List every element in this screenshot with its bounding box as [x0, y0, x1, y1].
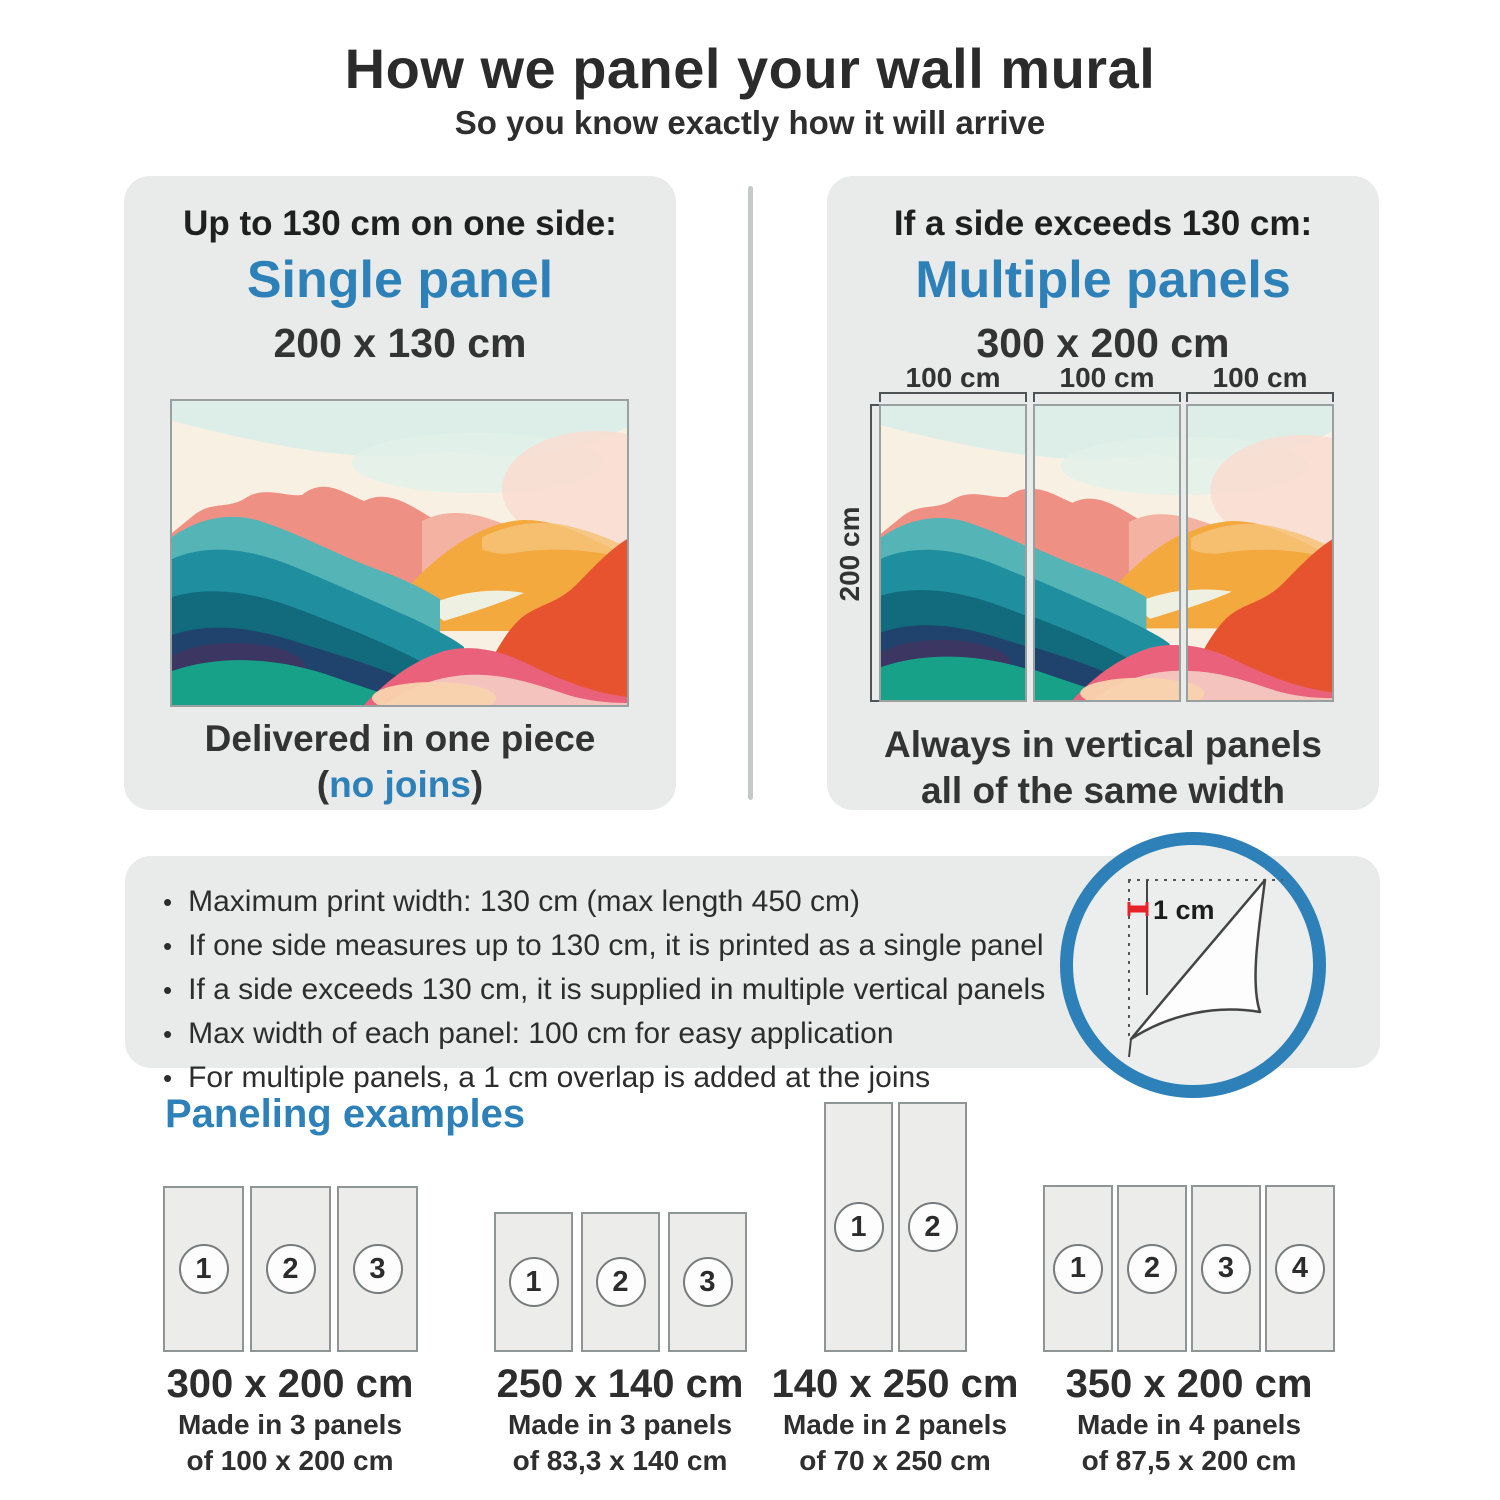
panel-number-badge: 2 [266, 1244, 316, 1294]
bullet-dot: • [163, 1019, 173, 1049]
single-panel-size: 200 x 130 cm [273, 320, 527, 366]
example-panel [250, 1186, 331, 1352]
mural-preview-single [170, 399, 629, 707]
bullet-dot: • [163, 1063, 173, 1093]
multiple-panels-heading: Multiple panels [915, 251, 1291, 309]
rule-item: • For multiple panels, a 1 cm overlap is added at the joins [163, 1056, 1380, 1100]
panel-number-badge: 3 [683, 1257, 733, 1307]
card-divider [748, 186, 753, 800]
caption-no-joins: (no joins) [316, 764, 484, 805]
caption-delivered: Delivered in one piece [204, 718, 596, 759]
example-300x200-label: 300 x 200 cm Made in 3 panels of 100 x 200 cm [166, 1362, 414, 1476]
multiple-panels-caption: Always in vertical panels all of the same width [883, 724, 1323, 811]
mural-artwork-slice-1 [881, 406, 1025, 700]
paneling-examples-heading: Paneling examples [165, 1092, 526, 1136]
rule-item: • If one side measures up to 130 cm, it is printed as a single panel [163, 924, 1380, 968]
overlap-page-curl-icon [1073, 845, 1313, 1085]
panel-number-badge: 1 [1053, 1244, 1103, 1294]
example-panel [898, 1102, 967, 1352]
example-panel [824, 1102, 893, 1352]
mural-panel-2 [1033, 404, 1181, 702]
example-panel [1043, 1185, 1113, 1352]
example-panel [337, 1186, 418, 1352]
page-subtitle: So you know exactly how it will arrive [454, 104, 1046, 141]
panel-number-badge: 4 [1275, 1244, 1325, 1294]
example-350x200-label: 350 x 200 cm Made in 4 panels of 87,5 x 200 cm [1065, 1362, 1313, 1476]
example-140x250-label: 140 x 250 cm Made in 2 panels of 70 x 250 cm [771, 1362, 1019, 1476]
page-title: How we panel your wall mural [344, 37, 1156, 100]
bullet-dot: • [163, 931, 173, 961]
example-300x200-panels [163, 1186, 418, 1352]
panel-number-badge: 1 [509, 1257, 559, 1307]
width-bracket-3 [1186, 392, 1334, 401]
example-250x140-panels [494, 1212, 747, 1352]
width-bracket-1 [879, 392, 1027, 401]
bullet-dot: • [163, 887, 173, 917]
mural-panel-1 [879, 404, 1027, 702]
rule-item: • Max width of each panel: 100 cm for easy application [163, 1012, 1380, 1056]
overlap-measure-label: 1 cm [1153, 895, 1215, 925]
mural-artwork [172, 401, 627, 705]
rule-item: • Maximum print width: 130 cm (max length 450 cm) [163, 880, 1380, 924]
example-panel [1265, 1185, 1335, 1352]
height-bracket [870, 404, 879, 702]
multiple-panels-card [827, 176, 1379, 810]
width-label-1: 100 cm [905, 362, 1001, 393]
example-250x140-label: 250 x 140 cm Made in 3 panels of 83,3 x 140 cm [496, 1362, 744, 1476]
rule-item: • If a side exceeds 130 cm, it is supplied in multiple vertical panels [163, 968, 1380, 1012]
example-panel [1117, 1185, 1187, 1352]
example-panel [581, 1212, 660, 1352]
bullet-dot: • [163, 975, 173, 1005]
multiple-panels-size: 300 x 200 cm [976, 320, 1230, 366]
example-350x200-panels [1043, 1185, 1335, 1352]
width-bracket-2 [1033, 392, 1181, 401]
single-panel-heading: Single panel [246, 251, 554, 309]
panel-number-badge: 3 [353, 1244, 403, 1294]
width-label-2: 100 cm [1059, 362, 1155, 393]
width-label-3: 100 cm [1212, 362, 1308, 393]
example-panel [1191, 1185, 1261, 1352]
example-140x250-panels [824, 1102, 967, 1352]
mural-artwork-slice-2 [1035, 406, 1179, 700]
mural-artwork-slice-3 [1188, 406, 1332, 700]
panel-number-badge: 2 [908, 1202, 958, 1252]
panel-number-badge: 3 [1201, 1244, 1251, 1294]
single-panel-card [124, 176, 676, 810]
panel-number-badge: 2 [596, 1257, 646, 1307]
panel-number-badge: 1 [179, 1244, 229, 1294]
height-label: 200 cm [834, 506, 865, 602]
panel-number-badge: 1 [834, 1202, 884, 1252]
example-panel [494, 1212, 573, 1352]
single-panel-condition: Up to 130 cm on one side: [183, 204, 617, 243]
single-panel-caption [124, 716, 676, 808]
panel-number-badge: 2 [1127, 1244, 1177, 1294]
mural-panel-3 [1186, 404, 1334, 702]
example-panel [668, 1212, 747, 1352]
overlap-diagram [1060, 832, 1326, 1098]
multiple-panels-condition: If a side exceeds 130 cm: [893, 204, 1313, 243]
example-panel [163, 1186, 244, 1352]
